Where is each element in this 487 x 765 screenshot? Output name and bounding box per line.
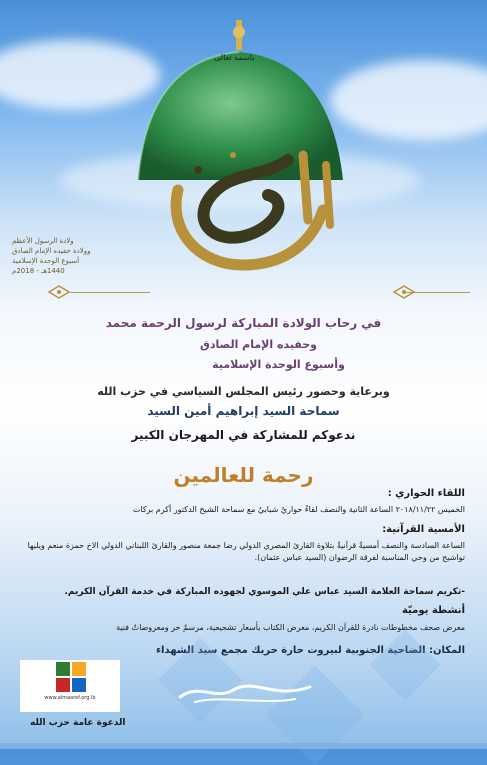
side-note-line: 1440هـ - 2018م (12, 267, 65, 275)
slogan-calligraphy (175, 677, 315, 707)
intro-line-3: وأسبوع الوحدة الإسلامية (212, 358, 345, 371)
intro-line-1: في رحاب الولادة المباركة لرسول الرحمة محمد (105, 316, 382, 330)
section-body: معرض صحف مخطوطات نادرة للقرآن الكريم، معرض الكتاب بأسعار تشجيعية، مرسمٌ حر ومعروضاتٌ فنية (116, 623, 465, 632)
bottom-bar (0, 743, 487, 749)
side-note-line: وولادة حفيده الإمام الصادق (12, 247, 91, 255)
side-note (12, 236, 122, 276)
ornament-icon (48, 285, 70, 299)
divider-left (70, 292, 150, 293)
section-heading: الأمسية القرآنية: (382, 524, 465, 535)
section-heading: أنشطة يوميّة (401, 605, 465, 616)
website-text: www.almaaref.org.lb (44, 695, 96, 701)
ornament-icon (393, 285, 415, 299)
organization-logo (20, 660, 120, 712)
invitation-text: ندعوكم للمشاركة في المهرجان الكبير (131, 428, 356, 442)
side-note-line: ولادة الرسول الأعظم (12, 237, 74, 245)
section-body: -تكريم سماحة العلامة السيد عباس علي الموسوي لجهوده المباركة في خدمة القرآن الكريم. (64, 587, 465, 597)
event-location: المكان: الضاحية الجنوبية لبيروت حارة حريك مجمع سيد الشهداء (155, 645, 465, 656)
public-invitation: الدعوة عامة حزب الله (30, 718, 126, 728)
section-heading: اللقاء الحواري : (387, 488, 465, 499)
section-body: الخميس ٢٠١٨/١١/٢٢ الساعة الثانية والنصف لقاءٌ حواريٌ شبابيٌ مع سماحة الشيخ الدكتور أكرم بركات (132, 505, 465, 514)
bismillah-text: باسمه تعالى (214, 53, 255, 62)
muhammad-calligraphy (138, 140, 348, 280)
patronage-text: وبرعاية وحضور رئيس المجلس السياسي في حزب الله (97, 385, 390, 398)
logo-icon (56, 662, 86, 692)
side-note-line: أسبوع الوحدة الإسلامية (12, 257, 80, 265)
section-body: الساعة السادسة والنصف أمسيةٌ قرآنيةٌ بتلاوة القارئ المصري الدولي رضا جمعة منصور والقارئ اللبناني الدولي الاخ حمزة منعم ويليها تواشيح من وحي المناسبة لفرقة الرضوان (السيد عباس عثمان). (27, 541, 465, 562)
festival-title: رحمة للعالمين (173, 463, 314, 487)
speaker-name: سماحة السيد إبراهيم أمين السيد (147, 404, 340, 418)
intro-line-2: وحفيده الإمام الصادق (200, 338, 317, 351)
decor-shape (370, 630, 441, 701)
